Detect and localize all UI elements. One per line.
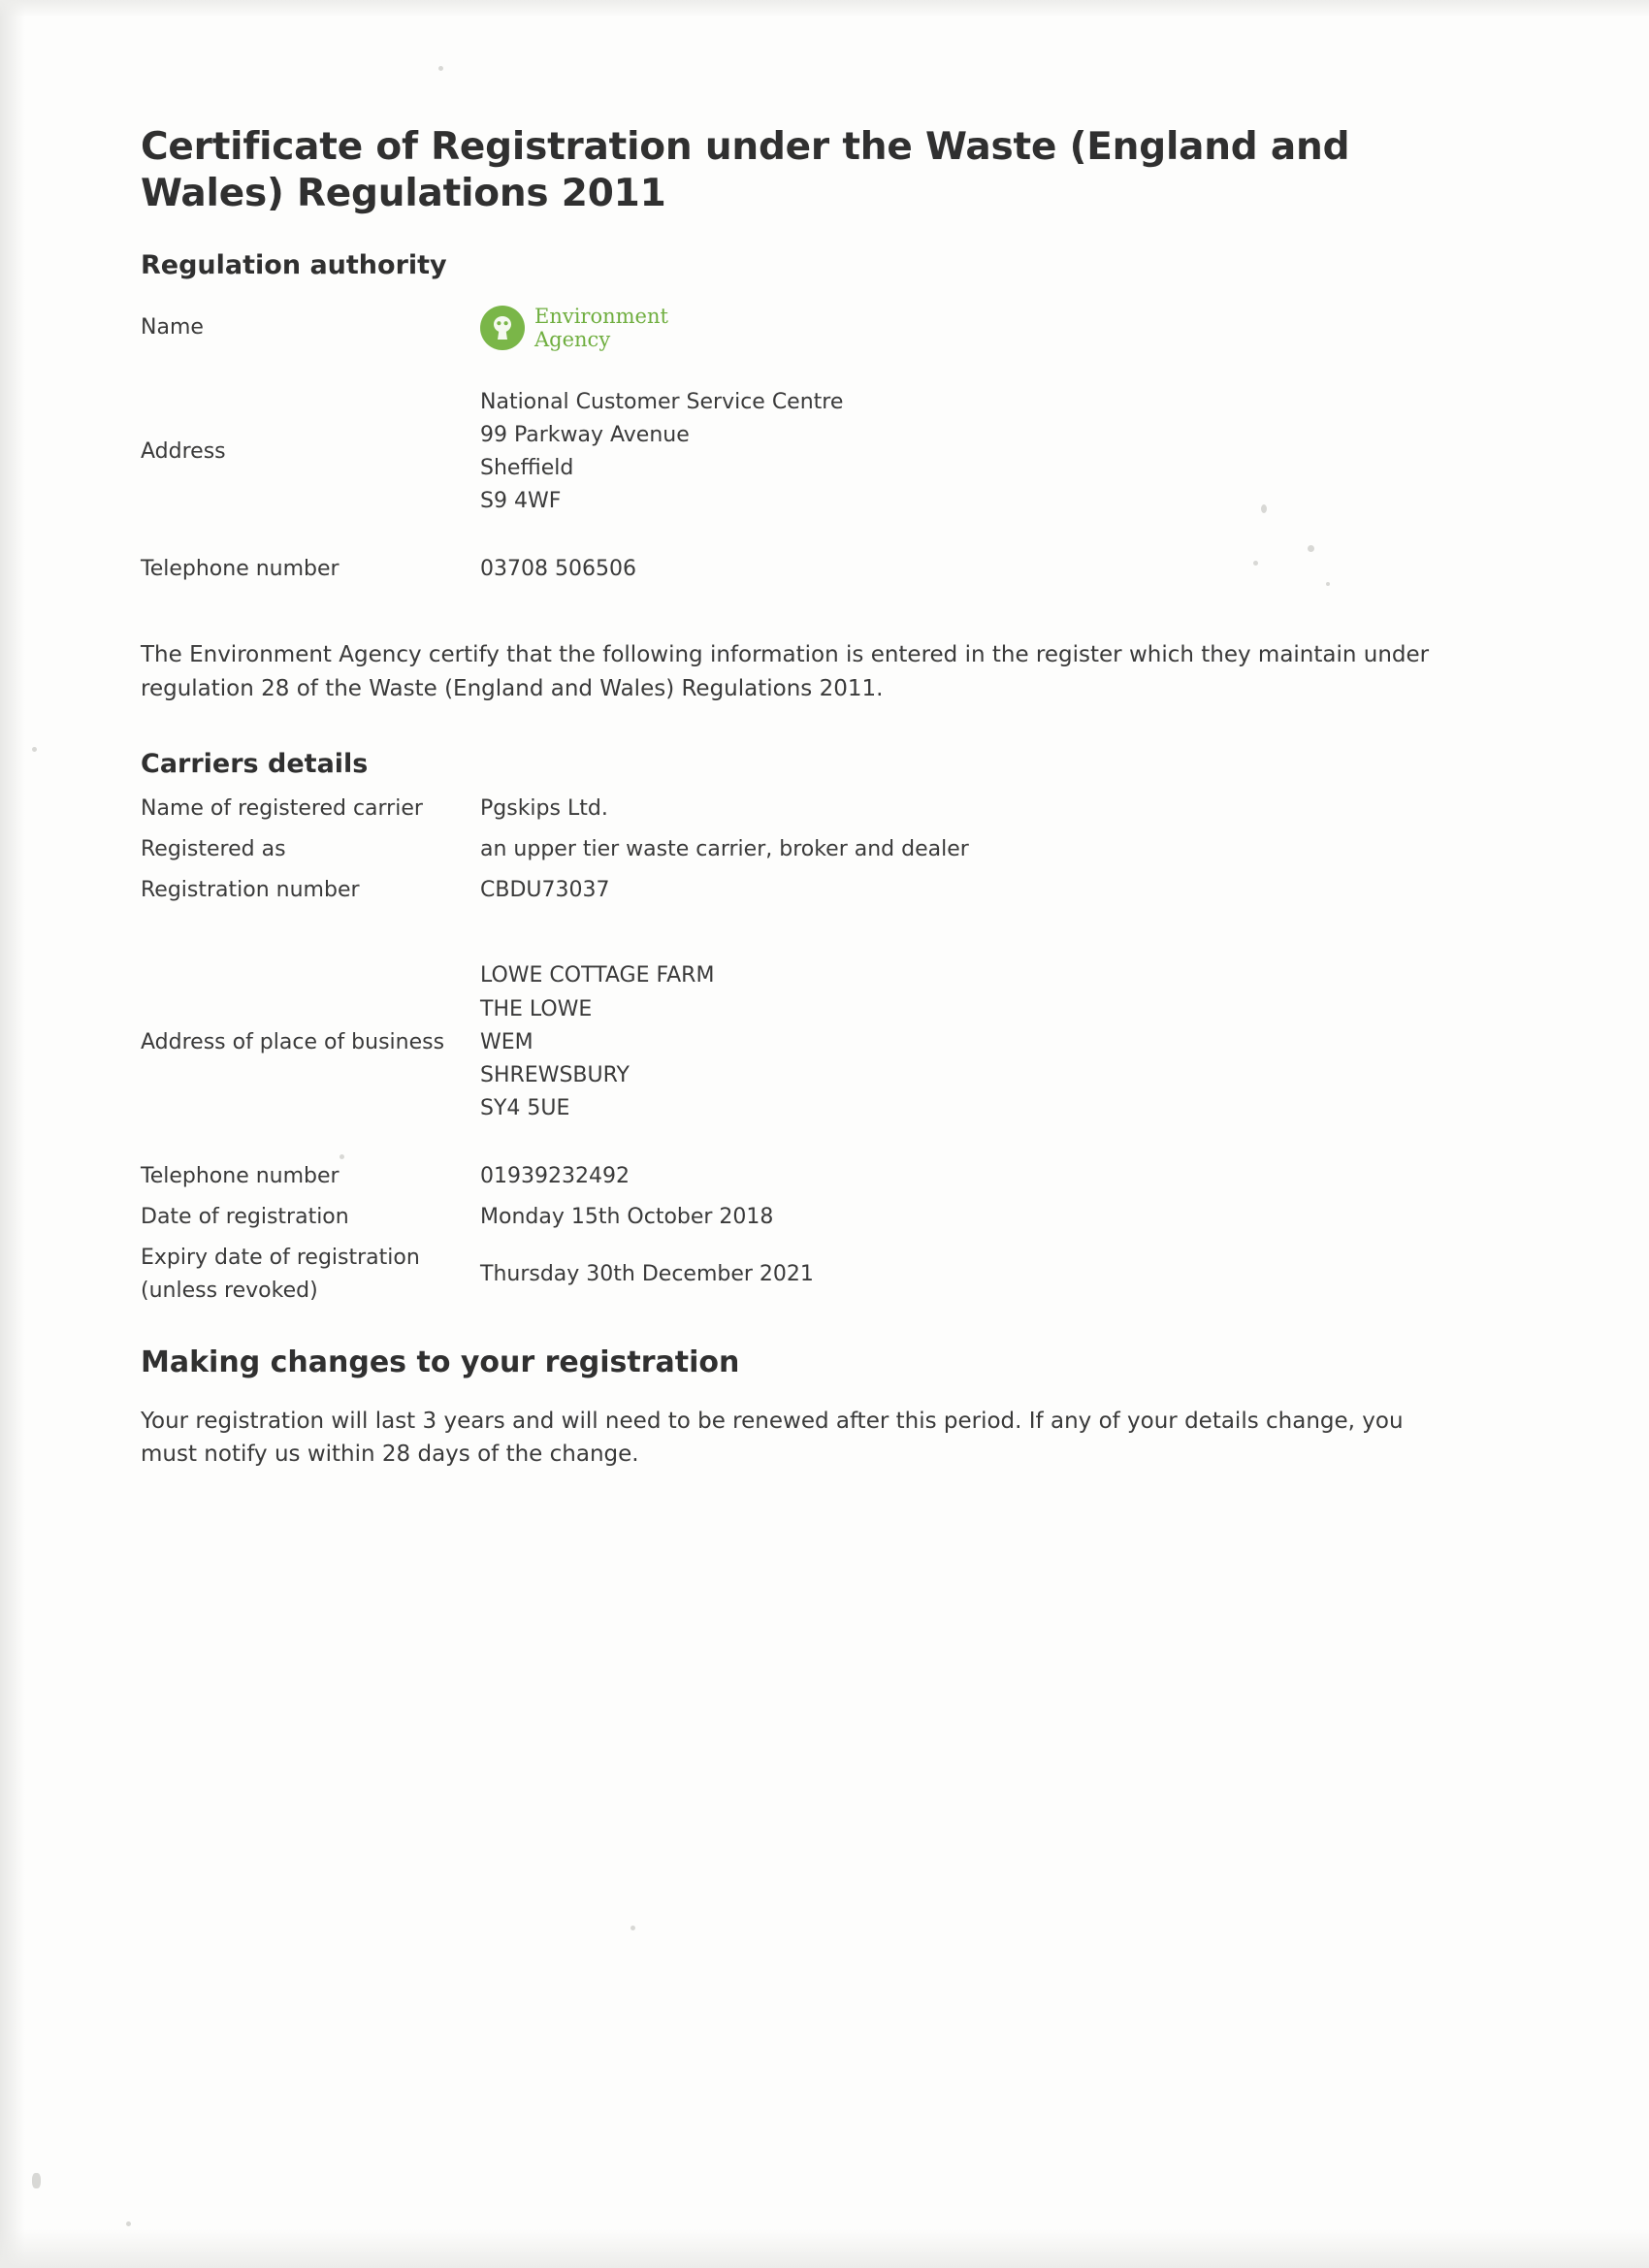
address-line: S9 4WF — [480, 489, 562, 514]
authority-address-value — [480, 386, 843, 518]
authority-telephone-label: Telephone number — [141, 557, 340, 582]
scan-edge-shadow-top — [0, 0, 1649, 17]
carrier-telephone-row — [141, 1160, 1450, 1193]
expiry-date-value: Thursday 30th December 2021 — [480, 1262, 814, 1287]
page-title: Certificate of Registration under the Waste (England and Wales) Regulations 2011 — [141, 125, 1350, 215]
carrier-name-row — [141, 793, 1450, 826]
address-line: Sheffield — [480, 456, 574, 481]
authority-name-row — [141, 305, 1450, 351]
address-line: SHREWSBURY — [480, 1062, 630, 1087]
address-line: National Customer Service Centre — [480, 389, 844, 414]
date-of-registration-row — [141, 1201, 1450, 1234]
making-changes-body: Your registration will last 3 years and will need to be renewed after this period. If any of your details change, you must notify us within 28 days of the change. — [141, 1408, 1404, 1468]
address-line: SY4 5UE — [480, 1095, 570, 1120]
address-line: LOWE COTTAGE FARM — [480, 963, 715, 988]
scan-edge-shadow-left — [0, 0, 25, 2268]
scan-speck — [438, 66, 443, 71]
authority-address-label: Address — [141, 439, 226, 465]
registration-number-label: Registration number — [141, 878, 360, 903]
logo-line-2: Agency — [534, 327, 611, 351]
authority-telephone-value: 03708 506506 — [480, 557, 636, 582]
expiry-date-row — [141, 1242, 1450, 1308]
address-line: 99 Parkway Avenue — [480, 423, 690, 448]
carrier-telephone-value: 01939232492 — [480, 1163, 630, 1188]
expiry-date-label: Expiry date of registration (unless revoked) — [141, 1246, 420, 1304]
business-address-value — [480, 959, 714, 1124]
certify-statement: The Environment Agency certify that the following information is entered in the register which they maintain under regulation 28 of the Waste (England and Wales) Regulations 2011. — [141, 642, 1430, 701]
carrier-name-label: Name of registered carrier — [141, 796, 423, 822]
logo-line-1: Environment — [534, 304, 668, 328]
date-of-registration-label: Date of registration — [141, 1205, 349, 1230]
business-address-row — [141, 959, 1450, 1124]
document-body — [141, 124, 1450, 1481]
registration-number-row — [141, 874, 1450, 907]
carrier-name-value: Pgskips Ltd. — [480, 796, 608, 822]
authority-name-value — [480, 305, 668, 351]
environment-agency-wordmark — [534, 305, 668, 351]
registered-as-value: an upper tier waste carrier, broker and dealer — [480, 837, 969, 862]
address-line: WEM — [480, 1029, 534, 1054]
authority-telephone-row — [141, 553, 1450, 586]
scan-speck — [32, 747, 37, 752]
authority-name-label: Name — [141, 314, 204, 340]
carrier-telephone-label: Telephone number — [141, 1163, 340, 1188]
scan-speck — [32, 2173, 41, 2188]
authority-address-row — [141, 386, 1450, 518]
carriers-details-heading: Carriers details — [141, 749, 369, 780]
business-address-label: Address of place of business — [141, 1029, 445, 1054]
environment-agency-logo — [480, 305, 668, 351]
registration-number-value: CBDU73037 — [480, 878, 610, 903]
scan-edge-shadow-bottom — [0, 2229, 1649, 2268]
scan-speck — [630, 1926, 635, 1930]
regulation-authority-heading: Regulation authority — [141, 250, 447, 281]
tree-icon — [480, 306, 525, 350]
registered-as-label: Registered as — [141, 837, 286, 862]
date-of-registration-value: Monday 15th October 2018 — [480, 1205, 774, 1230]
registered-as-row — [141, 833, 1450, 866]
address-line: THE LOWE — [480, 996, 593, 1021]
scan-speck — [126, 2221, 131, 2226]
making-changes-heading: Making changes to your registration — [141, 1345, 740, 1380]
